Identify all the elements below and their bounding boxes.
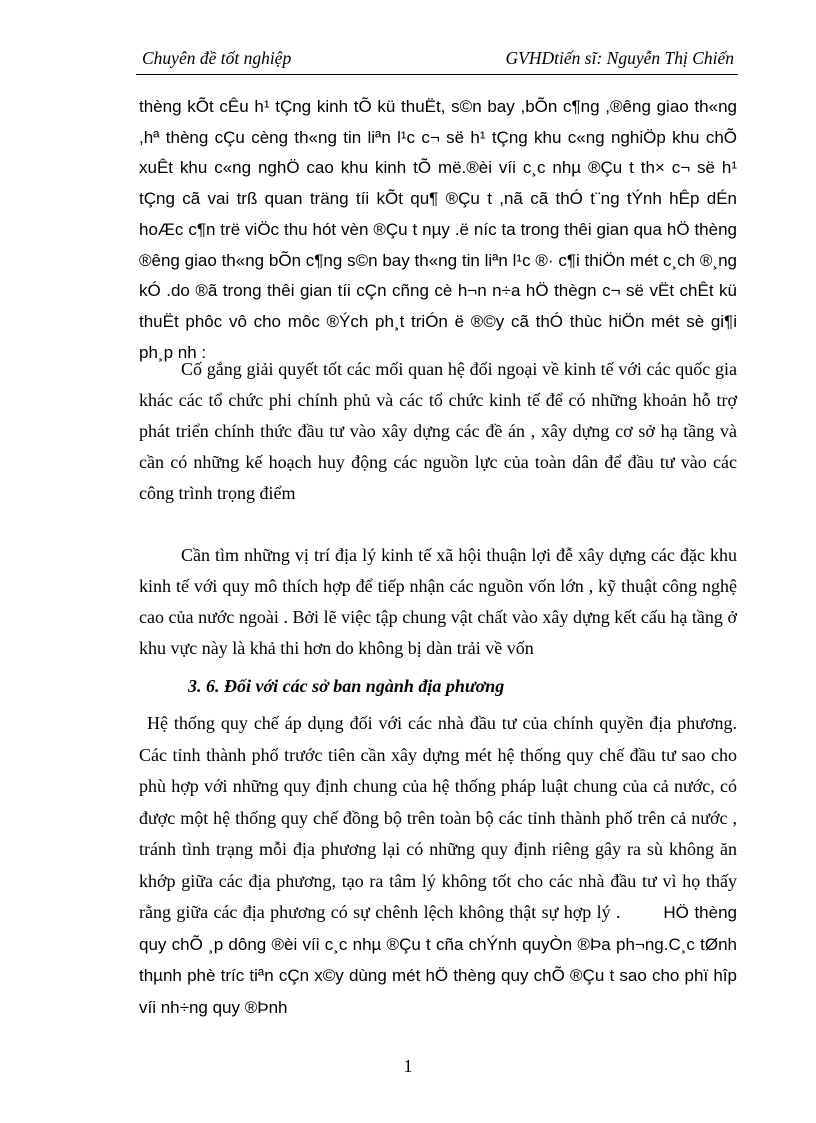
paragraph-foreign-relations-text: Cố gắng giải quyết tốt các mối quan hệ đối ngoại về kinh tế với các quốc gia khác các tổ chức phi chính phủ và các tổ chức kinh tế để có những khoản hỗ trợ phát triển chính thức đầu tư vào xây dựng các đề án , xây dựng cơ sở hạ tầng và cần có những kế hoạch huy động các nguồn lực của toàn dân để đầu tư vào các công trình trọng điểm — [139, 359, 737, 503]
paragraph-local-regulations — [139, 708, 737, 1023]
paragraph-foreign-relations — [139, 354, 737, 509]
header-document-type: Chuyên đề tốt nghiệp — [142, 48, 292, 68]
paragraph-local-regulations-legacy-text: HÖ thèng quy chÕ ¸p dông ®èi víi c¸c nhµ ®Çu t cña chÝnh quyÒn ®Þa ph¬ng.C¸c tØnh thµnh phè tríc tiªn cÇn x©y dùng mét hÖ thèng quy chÕ ®Çu t sao cho phï hîp víi nh÷ng quy ®Þnh — [139, 903, 737, 1017]
section-heading-local-departments: 3. 6. Đối với các sở ban ngành địa phương — [188, 676, 505, 696]
page-header — [136, 40, 738, 75]
paragraph-local-regulations-text: Hệ thống quy chế áp dụng đối với các nhà đầu tư của chính quyền địa phương. Các tỉnh thành phố trước tiên cần xây dựng mét hệ thống quy chế đầu tư sao cho phù hợp với những quy định chung của hệ thống pháp luật chung của cả nước, có được một hệ thống quy chế đồng bộ trên toàn bộ các tỉnh thành phố trên cả nước , tránh tình trạng mỗi địa phương lại có những quy định riêng gây ra sù không ăn khớp giữa các địa phương, tạo ra tâm lý không tốt cho các nhà đầu tư vì họ thấy rằng giữa các địa phương có sự chênh lệch không thật sự hợp lý . — [139, 713, 737, 922]
paragraph-special-economic-zones-text: Cần tìm những vị trí địa lý kinh tế xã hội thuận lợi đễ xây dựng các đặc khu kinh tế với quy mô thích hợp để tiếp nhận các nguồn vốn lớn , kỹ thuật công nghệ cao của nước ngoài . Bởi lẽ việc tập chung vật chất vào xây dựng kết cấu hạ tầng ở khu vực này là khả thi hơn do không bị dàn trải về vốn — [139, 545, 737, 658]
paragraph-infrastructure-legacy-encoding: thèng kÕt cÊu h¹ tÇng kinh tÕ kü thuËt, s©n bay ,bÕn c¶ng ,®êng giao th«ng ,hª thèng cÇu cèng th«ng tin liªn l¹c c¬ së h¹ tÇng khu c«ng nghiÖp khu chÕ xuÊt khu c«ng nghÖ cao khu kinh tÕ më.®èi víi c¸c nhµ ®Çu t th× c¬ së h¹ tÇng cã vai trß quan träng tíi kÕt qu¶ ®Çu t ,nã cã thÓ t¨ng tÝnh hÊp dÉn hoÆc c¶n trë viÖc thu hót vèn ®Çu t nµy .ë níc ta trong thêi gian qua hÖ thèng ®êng giao th«ng bÕn c¶ng s©n bay th«ng tin liªn l¹c ®· c¶i thiÖn mét c¸ch ®¸ng kÓ .do ®ã trong thêi gian tíi cÇn cñng cè h¬n n÷a hÖ thègn c¬ së vËt chÊt kü thuËt phôc vô cho môc ®Ých ph¸t triÓn ë ®©y cã thÓ thùc hiÖn mét sè gi¶i ph¸p nh : — [139, 97, 737, 362]
paragraph-special-economic-zones — [139, 540, 737, 664]
page-number: 1 — [403, 1056, 413, 1076]
header-supervisor: GVHDtiến sĩ: Nguyễn Thị Chiến — [505, 48, 734, 68]
